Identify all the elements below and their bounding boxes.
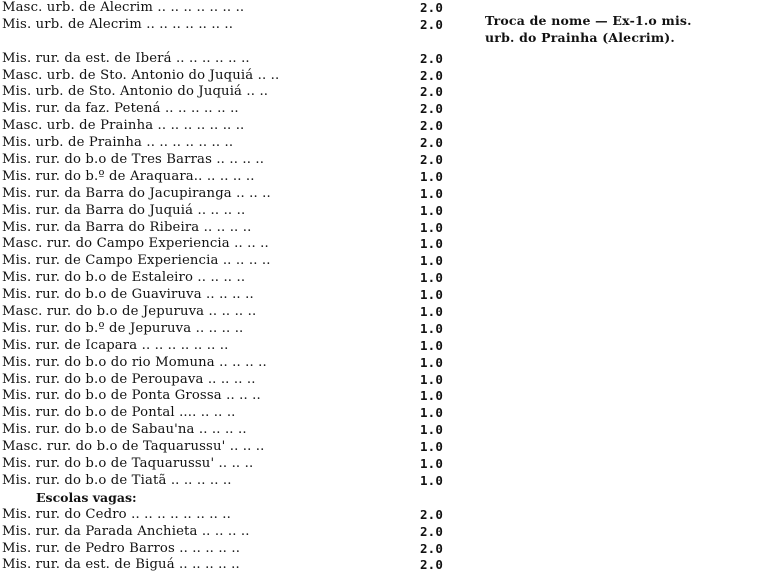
school-name: Mis. rur. do b.o de Sabau'na .. .. .. .. bbox=[2, 422, 247, 438]
school-value: 2.0 bbox=[420, 540, 444, 556]
list-item bbox=[2, 135, 457, 152]
school-value: 1.0 bbox=[420, 253, 444, 269]
school-value: 2.0 bbox=[420, 135, 444, 151]
school-name: Mis. rur. da Barra do Ribeira .. .. .. .. bbox=[2, 219, 252, 235]
school-name: Mis. rur. de Campo Experiencia .. .. .. .. bbox=[2, 253, 271, 269]
school-name: Masc. urb. de Alecrim .. .. .. .. .. .. .. bbox=[2, 0, 245, 15]
list-item bbox=[2, 152, 457, 169]
list-item bbox=[2, 118, 457, 135]
school-value: 1.0 bbox=[420, 304, 444, 320]
school-value: 1.0 bbox=[420, 354, 444, 370]
list-item bbox=[2, 321, 457, 338]
school-value: 1.0 bbox=[420, 405, 444, 421]
list-item bbox=[2, 541, 457, 558]
list-item bbox=[2, 68, 457, 85]
school-value: 2.0 bbox=[420, 118, 444, 134]
list-item bbox=[2, 524, 457, 541]
school-name: Mis. rur. do b.o de Tres Barras .. .. .. .. bbox=[2, 152, 265, 168]
school-value: 2.0 bbox=[420, 0, 444, 15]
school-name: Mis. rur. do b.o de Estaleiro .. .. .. .. bbox=[2, 270, 246, 286]
school-value: 2.0 bbox=[420, 523, 444, 539]
list-item bbox=[2, 220, 457, 237]
list-item bbox=[2, 51, 457, 68]
list-item bbox=[2, 186, 457, 203]
school-name: Mis. rur. de Icapara .. .. .. .. .. .. .. bbox=[2, 337, 229, 353]
list-item bbox=[2, 338, 457, 355]
school-name: Masc. rur. do Campo Experiencia .. .. .. bbox=[2, 236, 269, 252]
school-value: 2.0 bbox=[420, 84, 444, 100]
list-item bbox=[2, 372, 457, 389]
school-name: Mis. rur. do b.º de Jepuruva .. .. .. .. bbox=[2, 320, 244, 336]
spacer bbox=[2, 34, 457, 51]
school-value: 1.0 bbox=[420, 388, 444, 404]
school-name: Mis. rur. do b.o de Ponta Grossa .. .. .. bbox=[2, 388, 261, 404]
school-name: Mis. rur. do b.o do rio Momuna .. .. .. .. bbox=[2, 354, 267, 370]
school-value: 1.0 bbox=[420, 422, 444, 438]
list-item bbox=[2, 507, 457, 524]
list-item bbox=[2, 355, 457, 372]
school-value: 1.0 bbox=[420, 236, 444, 252]
school-value: 1.0 bbox=[420, 185, 444, 201]
school-name: Mis. rur. do b.o de Tiatã .. .. .. .. .. bbox=[2, 472, 232, 488]
school-value: 1.0 bbox=[420, 337, 444, 353]
school-name: Masc. rur. do b.o de Jepuruva .. .. .. .. bbox=[2, 304, 257, 320]
list-item bbox=[2, 405, 457, 422]
list-item bbox=[2, 304, 457, 321]
list-item bbox=[2, 203, 457, 220]
school-value: 1.0 bbox=[420, 320, 444, 336]
section-heading-vacant-schools: Escolas vagas: bbox=[36, 489, 137, 505]
list-item bbox=[2, 422, 457, 439]
school-value: 2.0 bbox=[420, 557, 444, 573]
school-name: Mis. rur. do b.o de Peroupava .. .. .. .. bbox=[2, 371, 256, 387]
school-name: Mis. urb. de Prainha .. .. .. .. .. .. .. bbox=[2, 135, 234, 151]
school-name: Mis. rur. do b.º de Araquara.. .. .. .. .. bbox=[2, 168, 255, 184]
school-name: Mis. rur. do Cedro .. .. .. .. .. .. .. .. bbox=[2, 506, 231, 522]
list-item bbox=[2, 388, 457, 405]
school-name: Masc. urb. de Prainha .. .. .. .. .. .. .. bbox=[2, 118, 245, 134]
list-item bbox=[2, 557, 457, 574]
school-name: Mis. rur. da Barra do Jacupiranga .. .. .. bbox=[2, 185, 271, 201]
school-value: 1.0 bbox=[420, 287, 444, 303]
school-name: Masc. rur. do b.o de Taquarussu' .. .. .. bbox=[2, 439, 265, 455]
school-name: Masc. urb. de Sto. Antonio do Juquiá .. .. bbox=[2, 67, 280, 83]
school-value: 2.0 bbox=[420, 506, 444, 522]
list-item bbox=[2, 270, 457, 287]
list-item bbox=[2, 101, 457, 118]
school-value: 1.0 bbox=[420, 456, 444, 472]
school-name: Mis. rur. da Barra do Juquiá .. .. .. .. bbox=[2, 202, 246, 218]
school-name: Mis. rur. da Parada Anchieta .. .. .. .. bbox=[2, 523, 250, 539]
school-name: Mis. rur. do b.o de Taquarussu' .. .. .. bbox=[2, 456, 254, 472]
school-name: Mis. rur. da faz. Petená .. .. .. .. .. .. bbox=[2, 101, 239, 117]
list-item bbox=[2, 287, 457, 304]
school-value: 2.0 bbox=[420, 67, 444, 83]
school-name: Mis. rur. de Pedro Barros .. .. .. .. .. bbox=[2, 540, 241, 556]
list-item bbox=[2, 236, 457, 253]
school-value: 1.0 bbox=[420, 270, 444, 286]
list-item bbox=[2, 84, 457, 101]
list-item bbox=[2, 456, 457, 473]
list-item bbox=[2, 253, 457, 270]
school-value: 2.0 bbox=[420, 16, 444, 32]
school-list bbox=[2, 0, 457, 574]
school-name: Mis. urb. de Alecrim .. .. .. .. .. .. .. bbox=[2, 16, 234, 32]
school-name: Mis. rur. do b.o de Pontal .... .. .. .. bbox=[2, 405, 236, 421]
list-item bbox=[2, 17, 457, 34]
list-item bbox=[2, 439, 457, 456]
school-value: 2.0 bbox=[420, 101, 444, 117]
school-value: 1.0 bbox=[420, 168, 444, 184]
name-change-note: Troca de nome — Ex-1.o mis. urb. do Prainha (Alecrim). bbox=[485, 13, 692, 45]
list-item bbox=[2, 0, 457, 17]
school-value: 2.0 bbox=[420, 152, 444, 168]
school-name: Mis. rur. da est. de Biguá .. .. .. .. .. bbox=[2, 557, 240, 573]
school-name: Mis. rur. do b.o de Guaviruva .. .. .. .. bbox=[2, 287, 254, 303]
school-value: 1.0 bbox=[420, 202, 444, 218]
school-name: Mis. urb. de Sto. Antonio do Juquiá .. .. bbox=[2, 84, 269, 100]
school-value: 1.0 bbox=[420, 439, 444, 455]
school-value: 1.0 bbox=[420, 472, 444, 488]
list-item bbox=[2, 473, 457, 490]
list-item bbox=[2, 169, 457, 186]
school-value: 1.0 bbox=[420, 371, 444, 387]
school-name: Mis. rur. da est. de Iberá .. .. .. .. .. .. bbox=[2, 50, 250, 66]
school-value: 2.0 bbox=[420, 50, 444, 66]
school-value: 1.0 bbox=[420, 219, 444, 235]
